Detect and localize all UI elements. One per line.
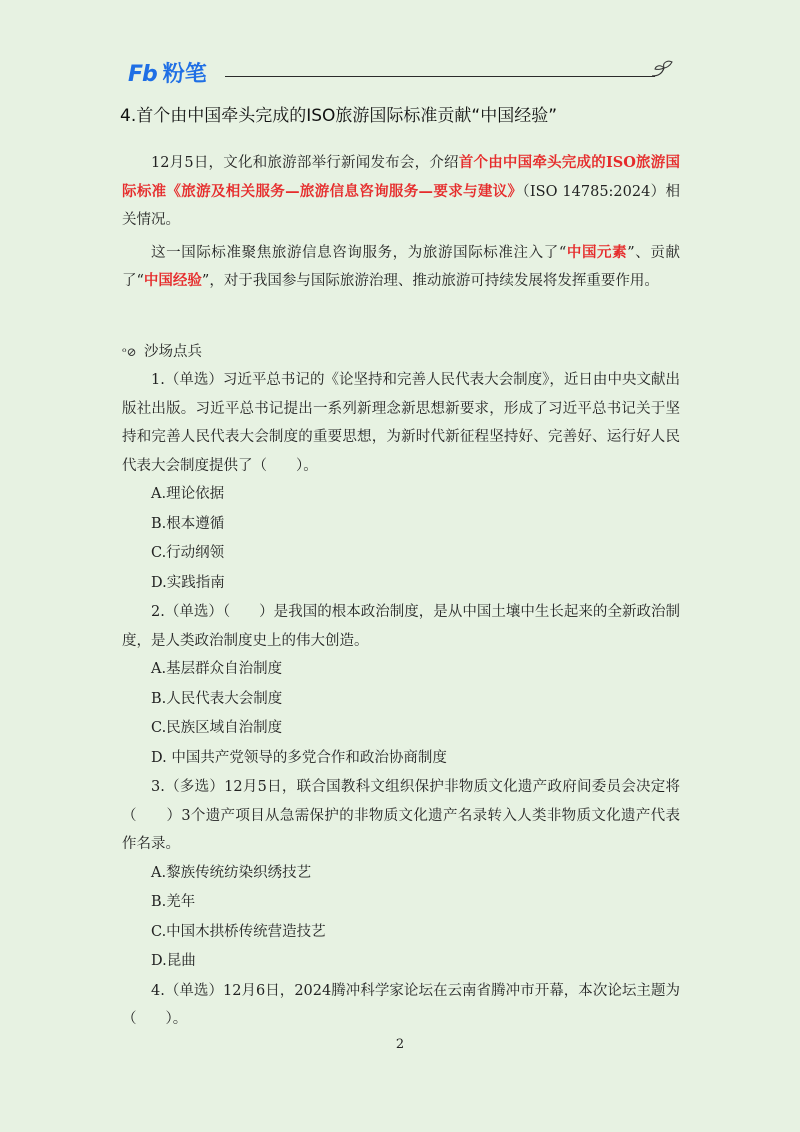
question-2 <box>122 598 680 773</box>
question-option: A.理论依据 <box>151 486 225 502</box>
paragraph-text: 12月5日，文化和旅游部举行新闻发布会，介绍 <box>151 155 459 171</box>
page-number: 2 <box>395 1037 405 1052</box>
article-paragraph-2 <box>122 239 680 296</box>
pencil-icon: ᵒ⊘ <box>122 344 137 359</box>
paragraph-text: ”，对于我国参与国际旅游治理、推动旅游可持续发展将发挥重要作用。 <box>201 273 659 289</box>
article-title: 4.首个由中国牵头完成的ISO旅游国际标准贡献“中国经验” <box>120 106 558 126</box>
sprout-icon <box>650 58 676 80</box>
article-paragraph-1 <box>122 149 680 235</box>
question-1 <box>122 366 680 598</box>
paragraph-text: （ISO 14785:2024）相关情况。 <box>122 183 680 228</box>
question-option: C.中国木拱桥传统营造技艺 <box>151 923 326 940</box>
brand-logo <box>124 62 207 88</box>
question-option: D.实践指南 <box>151 574 225 591</box>
question-option: B.羌年 <box>151 894 196 910</box>
question-stem: 3.（多选）12月5日，联合国教科文组织保护非物质文化遗产政府间委员会决定将（ ）3个遗产项目从急需保护的非物质文化遗产名录转入人类非物质文化遗产代表作名录。 <box>122 779 680 852</box>
paragraph-text: 这一国际标准聚焦旅游信息咨询服务，为旅游国际标准注入了“ <box>151 244 567 261</box>
logo-mark: Fb <box>128 62 157 87</box>
question-option: A.黎族传统纺染织绣技艺 <box>151 864 312 881</box>
question-option: C.行动纲领 <box>151 545 225 561</box>
page-content <box>122 149 680 1034</box>
question-option: B.根本遵循 <box>151 515 225 532</box>
paragraph-text: ”、贡献了“ <box>122 244 680 289</box>
question-option: D. 中国共产党领导的多党合作和政治协商制度 <box>151 749 447 766</box>
page-header <box>0 0 800 100</box>
section-title: 沙场点兵 <box>144 343 202 360</box>
logo-text: 粉笔 <box>162 62 207 87</box>
question-stem: 4.（单选）12月6日，2024腾冲科学家论坛在云南省腾冲市开幕，本次论坛主题为（ ）。 <box>122 982 680 1027</box>
question-option: C.民族区域自治制度 <box>151 720 283 736</box>
question-option: D.昆曲 <box>151 953 196 969</box>
highlight-text: 中国元素 <box>566 243 628 261</box>
question-stem: 1.（单选）习近平总书记的《论坚持和完善人民代表大会制度》，近日由中央文献出版社出版。习近平总书记提出一系列新理念新思想新要求，形成了习近平总书记关于坚持和完善人民代表大会制度的重要思想，为新时代新征程坚持好、完善好、运行好人民代表大会制度提供了（ ）。 <box>122 372 680 474</box>
question-option: A.基层群众自治制度 <box>151 661 283 677</box>
question-3 <box>122 773 680 977</box>
question-stem: 2.（单选）（ ）是我国的根本政治制度，是从中国土壤中生长起来的全新政治制度，是人类政治制度史上的伟大创造。 <box>122 604 680 649</box>
header-divider <box>225 76 655 77</box>
question-option: B.人民代表大会制度 <box>151 690 283 707</box>
highlight-text: 中国经验 <box>143 272 202 289</box>
section-heading <box>122 338 680 367</box>
highlight-text: 首个由中国牵头完成的ISO旅游国际标准《旅游及相关服务—旅游信息咨询服务—要求与建议》 <box>122 154 680 200</box>
question-4 <box>122 977 680 1034</box>
